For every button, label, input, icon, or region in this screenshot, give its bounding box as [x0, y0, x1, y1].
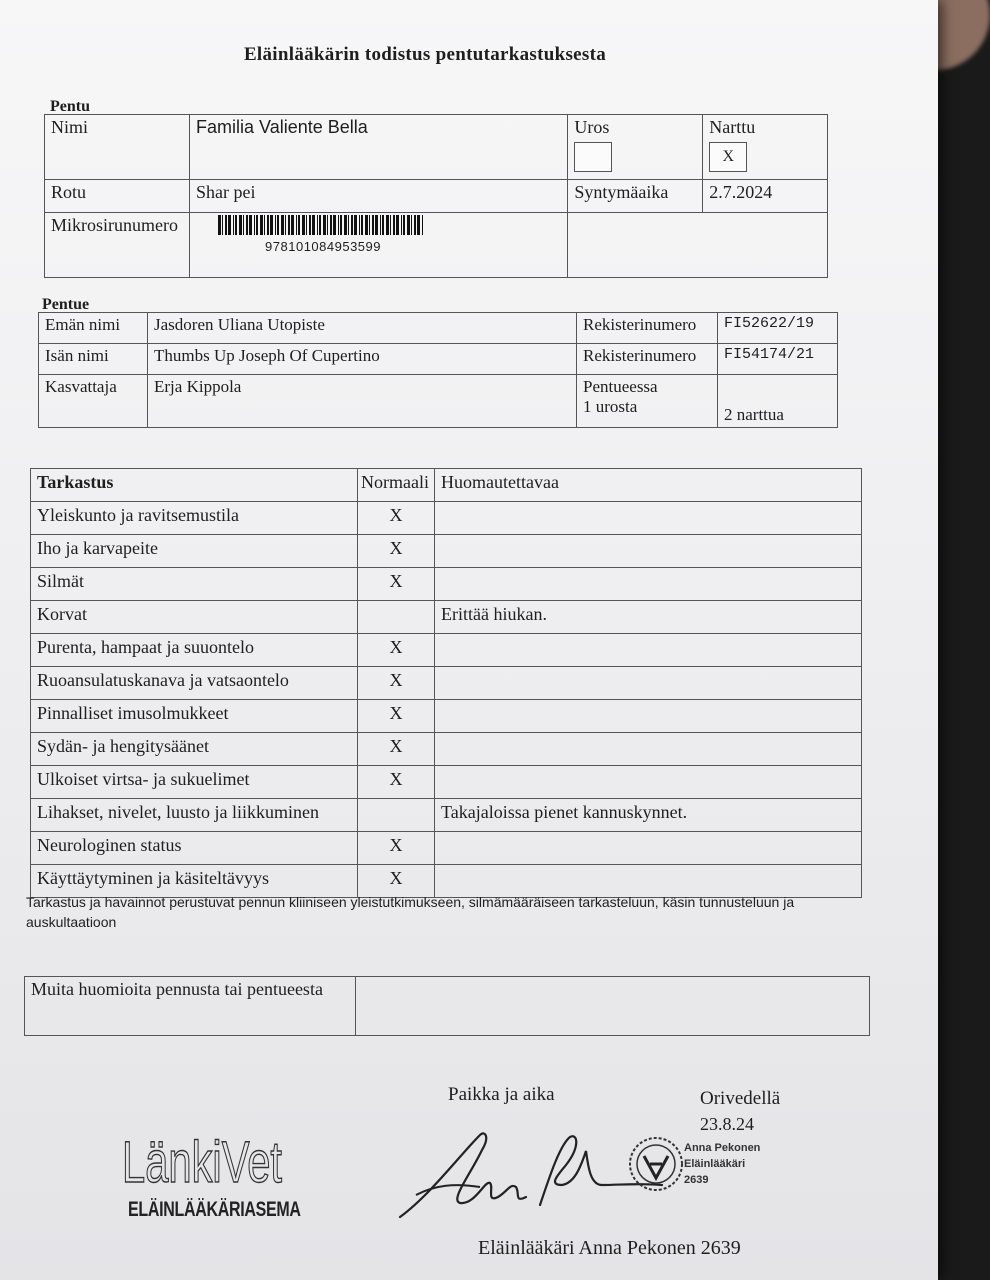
- tarkastus-row-huomautettavaa: [435, 502, 862, 535]
- tarkastus-row-label: Lihakset, nivelet, luusto ja liikkuminen: [31, 799, 358, 832]
- pentue-table: [38, 312, 838, 428]
- isan-nimi-label: Isän nimi: [39, 344, 148, 375]
- barcode-bar: [407, 215, 410, 235]
- barcode-bar: [249, 215, 252, 235]
- tarkastus-row-normaali: X: [358, 700, 435, 733]
- pentue-section-label: Pentue: [42, 296, 90, 313]
- barcode-bar: [351, 215, 353, 235]
- barcode-bar: [319, 215, 321, 235]
- barcode-bar: [417, 215, 420, 235]
- barcode-bar: [386, 215, 389, 235]
- eman-rek-label: Rekisterinumero: [577, 313, 718, 344]
- pentu-table: [44, 114, 828, 278]
- barcode-bar: [361, 215, 363, 235]
- tarkastus-row-huomautettavaa: Takajaloissa pienet kannuskynnet.: [435, 799, 862, 832]
- tarkastus-row: [31, 799, 862, 832]
- tarkastus-row-label: Purenta, hampaat ja suuontelo: [31, 634, 358, 667]
- barcode-bar: [348, 215, 349, 235]
- stamp-number: 2639: [684, 1174, 709, 1186]
- nimi-label: Nimi: [45, 115, 190, 180]
- barcode-bar: [275, 215, 276, 235]
- muita-table: [24, 976, 870, 1036]
- pentu-section-label: Pentu: [50, 98, 90, 115]
- nimi-value: Familia Valiente Bella: [190, 115, 568, 180]
- tarkastus-row-label: Yleiskunto ja ravitsemustila: [31, 502, 358, 535]
- kasvattaja-label: Kasvattaja: [39, 375, 148, 428]
- mikrosiru-cell: [190, 213, 568, 278]
- urosta-value: 1 urosta: [583, 397, 638, 416]
- stamp-title: Eläinlääkäri: [684, 1158, 746, 1170]
- barcode-bar: [296, 215, 297, 235]
- tarkastus-row-normaali: [358, 799, 435, 832]
- barcode-bar: [365, 215, 368, 235]
- barcode-bar: [327, 215, 328, 235]
- barcode-bar: [225, 215, 227, 235]
- tarkastus-row-label: Ruoansulatuskanava ja vatsaontelo: [31, 667, 358, 700]
- tarkastus-row: [31, 700, 862, 733]
- barcode-bar: [354, 215, 357, 235]
- eman-nimi-value: Jasdoren Uliana Utopiste: [148, 313, 577, 344]
- barcode-graphic: [218, 215, 428, 235]
- barcode-bar: [359, 215, 360, 235]
- barcode-bar: [235, 215, 237, 235]
- isan-nimi-value: Thumbs Up Joseph Of Cupertino: [148, 344, 577, 375]
- barcode-bar: [228, 215, 231, 235]
- tarkastus-row-normaali: X: [358, 634, 435, 667]
- col-tarkastus: Tarkastus: [31, 469, 358, 502]
- eman-nimi-label: Emän nimi: [39, 313, 148, 344]
- barcode-bar: [218, 215, 221, 235]
- date-value: 23.8.24: [700, 1114, 754, 1134]
- narttua-value: 2 narttua: [718, 375, 838, 428]
- narttu-checkbox: X: [709, 142, 747, 172]
- barcode-bar: [309, 215, 311, 235]
- barcode-bar: [267, 215, 269, 235]
- barcode-bar: [285, 215, 286, 235]
- syntymaaika-label: Syntymäaika: [568, 180, 703, 213]
- muita-value: [356, 977, 870, 1036]
- barcode-bar: [277, 215, 279, 235]
- tarkastus-row-normaali: X: [358, 502, 435, 535]
- narttu-label: Narttu: [709, 117, 756, 137]
- tarkastus-row-label: Korvat: [31, 601, 358, 634]
- barcode-bar: [291, 215, 294, 235]
- barcode-bar: [340, 215, 342, 235]
- mikrosiru-barcode: [218, 215, 428, 256]
- kasvattaja-value: Erja Kippola: [148, 375, 577, 428]
- barcode-bar: [396, 215, 399, 235]
- document-title: Eläinlääkärin todistus pentutarkastuksesta: [243, 44, 607, 65]
- mikrosiru-label: Mikrosirunumero: [45, 213, 190, 278]
- uros-checkbox: [574, 142, 612, 172]
- stamp-text: [684, 1140, 760, 1188]
- barcode-bar: [414, 215, 416, 235]
- tarkastus-row-huomautettavaa: [435, 568, 862, 601]
- paikka-label: Paikka ja aika: [448, 1084, 555, 1105]
- barcode-bar: [390, 215, 391, 235]
- barcode-bar: [270, 215, 273, 235]
- barcode-bar: [323, 215, 326, 235]
- barcode-bar: [243, 215, 244, 235]
- barcode-bar: [298, 215, 300, 235]
- barcode-bar: [369, 215, 370, 235]
- uros-cell: [568, 115, 703, 180]
- tarkastus-row-huomautettavaa: [435, 832, 862, 865]
- pentueessa-label: Pentueessa: [583, 377, 658, 396]
- tarkastus-row-huomautettavaa: [435, 535, 862, 568]
- rotu-label: Rotu: [45, 180, 190, 213]
- barcode-bar: [403, 215, 405, 235]
- barcode-bar: [254, 215, 255, 235]
- tarkastus-row-label: Iho ja karvapeite: [31, 535, 358, 568]
- tarkastus-row-huomautettavaa: [435, 733, 862, 766]
- tarkastus-row: [31, 502, 862, 535]
- footnote: Tarkastus ja havainnot perustuvat pennun kliiniseen yleistutkimukseen, silmämääräiseen tarkasteluun, käsin tunnusteluun ja auskultaatioon: [26, 894, 795, 930]
- barcode-bar: [312, 215, 315, 235]
- muita-label: Muita huomioita pennusta tai pentueesta: [25, 977, 356, 1036]
- tarkastus-row-normaali: X: [358, 568, 435, 601]
- vet-seal-icon: [626, 1134, 686, 1194]
- barcode-bar: [330, 215, 332, 235]
- barcode-bar: [260, 215, 263, 235]
- barcode-bar: [375, 215, 378, 235]
- tarkastus-row-huomautettavaa: Erittää hiukan.: [435, 601, 862, 634]
- col-huomautettavaa: Huomautettavaa: [435, 469, 862, 502]
- tarkastus-header-row: [31, 469, 862, 502]
- tarkastus-row: [31, 832, 862, 865]
- tarkastus-row: [31, 568, 862, 601]
- tarkastus-row: [31, 535, 862, 568]
- barcode-bar: [393, 215, 395, 235]
- tarkastus-row-huomautettavaa: [435, 634, 862, 667]
- place-value: Orivedellä: [700, 1088, 781, 1109]
- tarkastus-row-huomautettavaa: [435, 667, 862, 700]
- barcode-bar: [411, 215, 412, 235]
- barcode-bar: [344, 215, 347, 235]
- barcode-bar: [264, 215, 265, 235]
- barcode-bar: [302, 215, 305, 235]
- barcode-bar: [382, 215, 384, 235]
- barcode-bar: [372, 215, 374, 235]
- tarkastus-row-huomautettavaa: [435, 766, 862, 799]
- barcode-bar: [380, 215, 381, 235]
- tarkastus-row-normaali: X: [358, 766, 435, 799]
- tarkastus-row: [31, 601, 862, 634]
- tarkastus-row-label: Ulkoiset virtsa- ja sukuelimet: [31, 766, 358, 799]
- vet-name-line: Eläinlääkäri Anna Pekonen 2639: [478, 1237, 741, 1259]
- mikrosiru-empty: [568, 213, 828, 278]
- pentueessa-cell: [577, 375, 718, 428]
- barcode-bar: [422, 215, 423, 235]
- tarkastus-row-huomautettavaa: [435, 700, 862, 733]
- tarkastus-row: [31, 733, 862, 766]
- tarkastus-row-normaali: X: [358, 667, 435, 700]
- tarkastus-row: [31, 634, 862, 667]
- tarkastus-row: [31, 766, 862, 799]
- uros-label: Uros: [574, 117, 610, 137]
- tarkastus-row-label: Neurologinen status: [31, 832, 358, 865]
- mikrosiru-value: 978101084953599: [265, 239, 381, 254]
- syntymaaika-value: 2.7.2024: [703, 180, 828, 213]
- col-normaali: Normaali: [358, 469, 435, 502]
- tarkastus-row-normaali: X: [358, 733, 435, 766]
- tarkastus-row-normaali: [358, 601, 435, 634]
- barcode-bar: [317, 215, 318, 235]
- logo-wordmark: LänkiVet: [122, 1130, 282, 1195]
- isan-rek-value: FI54174/21: [718, 344, 838, 375]
- barcode-bar: [281, 215, 284, 235]
- tarkastus-row: [31, 667, 862, 700]
- tarkastus-row-normaali: X: [358, 535, 435, 568]
- lankivet-logo: [120, 1100, 290, 1195]
- barcode-bar: [256, 215, 258, 235]
- barcode-bar: [333, 215, 336, 235]
- isan-rek-label: Rekisterinumero: [577, 344, 718, 375]
- narttu-cell: [703, 115, 828, 180]
- tarkastus-rows: [31, 502, 862, 898]
- logo-subtitle: ELÄINLÄÄKÄRIASEMA: [128, 1199, 301, 1222]
- eman-rek-value: FI52622/19: [718, 313, 838, 344]
- rotu-value: Shar pei: [190, 180, 568, 213]
- barcode-bar: [288, 215, 290, 235]
- barcode-bar: [401, 215, 402, 235]
- barcode-bar: [239, 215, 242, 235]
- tarkastus-row-label: Silmät: [31, 568, 358, 601]
- tarkastus-row-label: Käyttäytyminen ja käsiteltävyys: [31, 865, 358, 898]
- tarkastus-row-label: Pinnalliset imusolmukkeet: [31, 700, 358, 733]
- stamp-name: Anna Pekonen: [684, 1142, 761, 1154]
- barcode-bar: [246, 215, 248, 235]
- tarkastus-row-normaali: X: [358, 865, 435, 898]
- barcode-bar: [233, 215, 234, 235]
- tarkastus-row-normaali: X: [358, 832, 435, 865]
- tarkastus-row-label: Sydän- ja hengitysäänet: [31, 733, 358, 766]
- barcode-bar: [338, 215, 339, 235]
- tarkastus-table: [30, 468, 862, 898]
- barcode-bar: [306, 215, 307, 235]
- barcode-bar: [222, 215, 223, 235]
